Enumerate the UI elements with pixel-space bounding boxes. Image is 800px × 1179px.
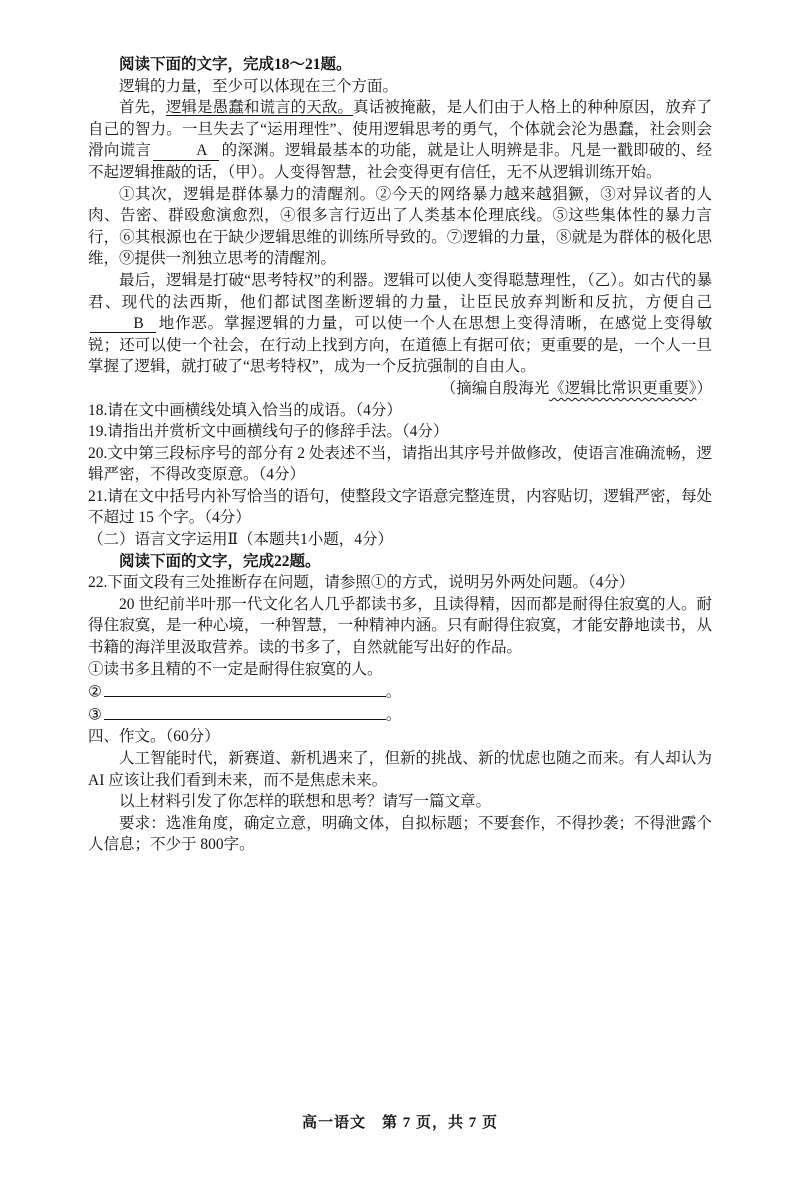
item-period: 。 [385, 706, 402, 724]
source-attribution [88, 378, 712, 400]
page-footer: 高一语文 第 7 页，共 7 页 [301, 1115, 498, 1132]
inference-item-3 [88, 703, 712, 726]
paragraph-text: 的深渊。逻辑最基本的功能，就是让人明辨是非。凡是一戳即破的、经不起逻辑推敲的话，（甲）。人变得智慧，社会变得更有信任，无不从逻辑训练开始。 [88, 142, 712, 181]
source-suffix: ） [696, 379, 712, 397]
essay-requirements: 要求：选准角度，确定立意，明确文体，自拟标题；不要套作，不得抄袭；不得泄露个人信息；不少于 800字。 [88, 814, 712, 854]
inference-item-1: ①读书多且精的不一定是耐得住寂寞的人。 [88, 660, 383, 678]
question-20: 20.文中第三段标序号的部分有 2 处表述不当，请指出其序号并做修改，使语言准确流畅，逻辑严密，不得改变原意。（4分） [88, 444, 712, 484]
book-title: 《逻辑比常识更重要》 [549, 379, 697, 397]
reading1-paragraph-numbered: ①其次，逻辑是群体暴力的清醒剂。②今天的网络暴力越来越猖獗，③对异议者的人肉、告密、群殴愈演愈烈，④很多言行迈出了人类基本伦理底线。⑤这些集体性的暴力言行，⑥其根源也在于缺少逻辑思维的训练所导致的。⑦逻辑的力量，⑧就是为群体的极化思维，⑨提供一剂独立思考的清醒剂。 [88, 185, 712, 268]
item-number: ③ [88, 706, 102, 724]
paragraph-text: 最后，逻辑是打破“思考特权”的利器。逻辑可以使人变得聪慧理性，（乙）。如古代的暴君、现代的法西斯，他们都试图垄断逻辑的力量，让臣民放弃判断和反抗，方便自己 [88, 271, 712, 311]
inference-item-2 [88, 680, 712, 703]
question-18: 18.请在文中画横线处填入恰当的成语。（4分） [88, 401, 402, 419]
paragraph-text: 真话被掩蔽，是人们由于人格上的种种原因，放弃了自己的智力。一旦失去了“运用理性”、使用逻辑思考的勇气，个体就会沦为愚蠢，社会则会滑向谎言 [88, 99, 712, 160]
essay-section-heading: 四、作文。（60分） [88, 728, 220, 746]
reading1-intro: 逻辑的力量，至少可以体现在三个方面。 [119, 77, 399, 95]
paragraph-text: 地作恶。掌握逻辑的力量，可以使一个人在思想上变得清晰，在感觉上变得敏锐；还可以使一个社会，在行动上找到方向，在道德上有据可依；更重要的是，一个人一旦掌握了逻辑，就打破了“思考特权”，成为一个反抗强制的自由人。 [88, 315, 712, 376]
idiom-blank-a: A [153, 143, 219, 160]
idiom-blank-b: B [90, 316, 156, 333]
reading1-instruction: 阅读下面的文字，完成18～21题。 [119, 56, 352, 73]
question-21: 21.请在文中括号内补写恰当的语句，使整段文字语意完整连贯，内容贴切，逻辑严密，每处不超过 15 个字。（4分） [88, 487, 712, 527]
question-22: 22.下面文段有三处推断存在问题，请参照①的方式，说明另外两处问题。（4分） [88, 574, 635, 592]
paragraph-text: 首先， [119, 99, 166, 117]
reading2-passage: 20 世纪前半叶那一代文化名人几乎都读书多，且读得精，因而都是耐得住寂寞的人。耐得住寂寞，是一种心境，一种智慧，一种精神内涵。只有耐得住寂寞，才能安静地读书，从书籍的海洋里汲取营养。读的书多了，自然就能写出好的作品。 [88, 595, 712, 657]
answer-blank [104, 680, 386, 697]
reading1-paragraph-last [88, 270, 712, 378]
essay-prompt: 以上材料引发了你怎样的联想和思考？请写一篇文章。 [119, 793, 492, 811]
underlined-sentence: 逻辑是愚蠢和谎言的天敌。 [165, 99, 354, 117]
source-prefix: （摘编自殷海光 [440, 379, 550, 397]
reading1-paragraph-first [88, 97, 712, 183]
section2-heading: （二）语言文字运用Ⅱ（本题共1小题，4分） [88, 531, 394, 549]
essay-material: 人工智能时代，新赛道、新机遇来了，但新的挑战、新的忧虑也随之而来。有人却认为AI 应该让我们看到未来，而不是焦虑未来。 [88, 750, 712, 789]
item-number: ② [88, 683, 102, 701]
reading2-instruction: 阅读下面的文字，完成22题。 [119, 552, 321, 570]
answer-blank [104, 703, 386, 720]
question-19: 19.请指出并赏析文中画横线句子的修辞手法。（4分） [88, 423, 449, 441]
item-period: 。 [385, 683, 402, 701]
